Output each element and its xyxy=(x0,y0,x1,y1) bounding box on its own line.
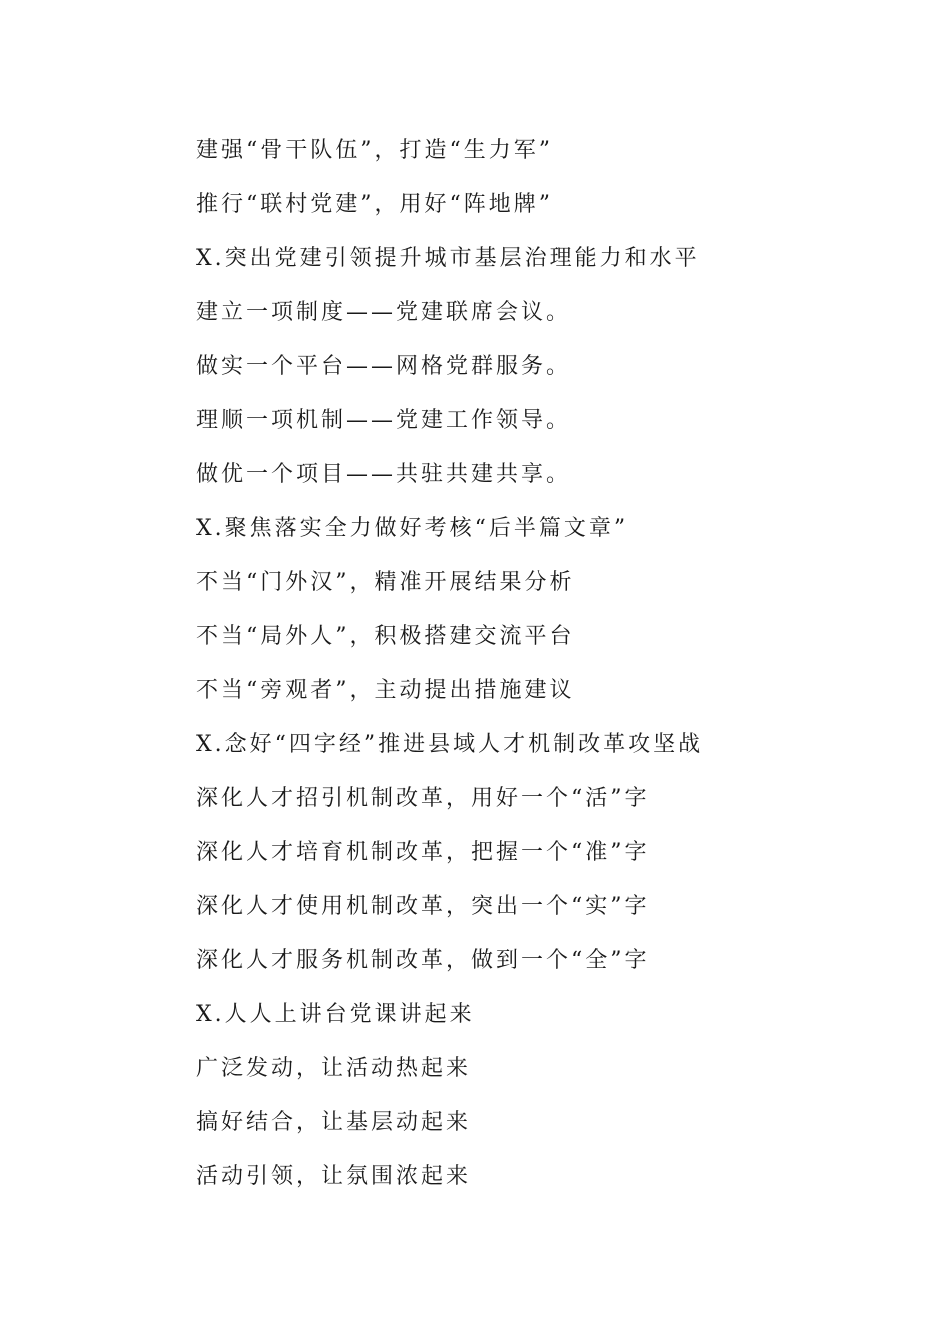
text-line: 做实一个平台——网格党群服务。 xyxy=(196,354,572,379)
text-line: 不当“旁观者”，主动提出措施建议 xyxy=(196,678,575,703)
text-line: 广泛发动，让活动热起来 xyxy=(196,1056,472,1081)
section-heading: X.念好“四字经”推进县域人才机制改革攻坚战 xyxy=(196,732,704,757)
section-heading: X.人人上讲台党课讲起来 xyxy=(196,1002,475,1027)
text-line: 做优一个项目——共驻共建共享。 xyxy=(196,462,572,487)
text-line: 理顺一项机制——党建工作领导。 xyxy=(196,408,572,433)
text-line: 不当“局外人”，积极搭建交流平台 xyxy=(196,624,575,649)
section-heading: X.突出党建引领提升城市基层治理能力和水平 xyxy=(196,246,700,271)
text-line: 深化人才招引机制改革，用好一个“活”字 xyxy=(196,786,650,811)
text-line: 活动引领，让氛围浓起来 xyxy=(196,1164,472,1189)
section-heading: X.聚焦落实全力做好考核“后半篇文章” xyxy=(196,516,629,541)
document-body xyxy=(196,133,896,1213)
text-line: 深化人才使用机制改革，突出一个“实”字 xyxy=(196,894,650,919)
text-line: 深化人才服务机制改革，做到一个“全”字 xyxy=(196,948,650,973)
text-line: 建强“骨干队伍”，打造“生力军” xyxy=(196,138,553,163)
text-line: 搞好结合，让基层动起来 xyxy=(196,1110,472,1135)
text-line: 不当“门外汉”，精准开展结果分析 xyxy=(196,570,575,595)
text-line: 深化人才培育机制改革，把握一个“准”字 xyxy=(196,840,650,865)
text-line: 推行“联村党建”，用好“阵地牌” xyxy=(196,192,553,217)
text-line: 建立一项制度——党建联席会议。 xyxy=(196,300,572,325)
